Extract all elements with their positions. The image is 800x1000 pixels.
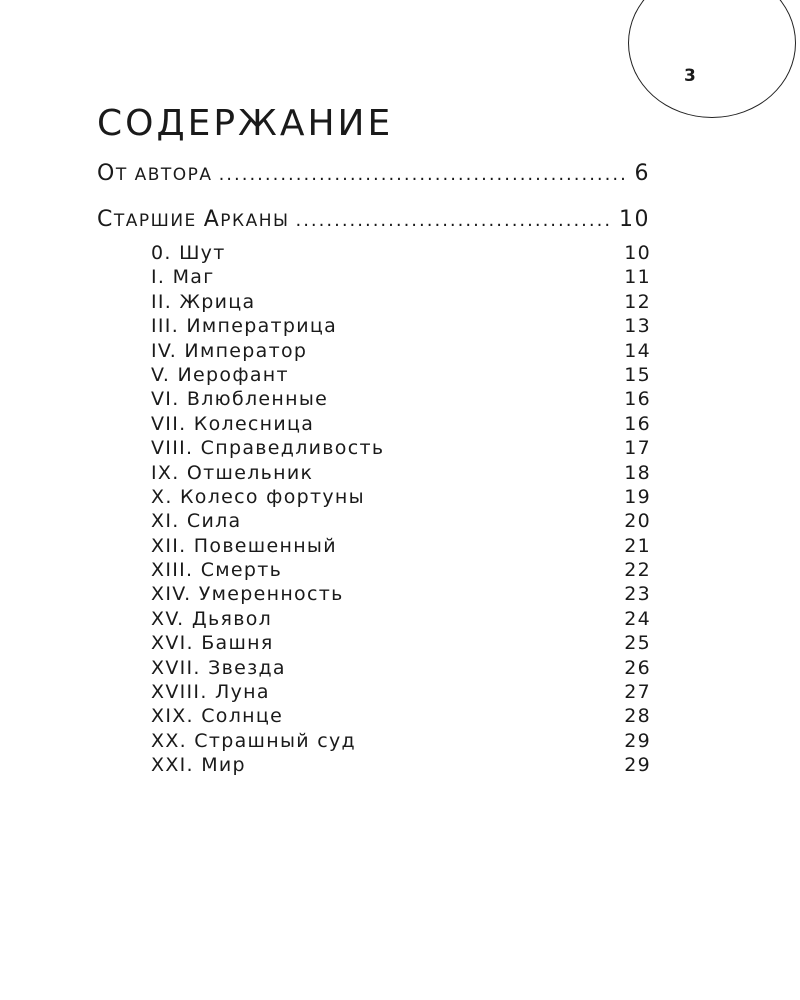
toc-entry[interactable] (151, 558, 651, 582)
entry-page: 29 (624, 729, 651, 752)
page-number: 3 (684, 66, 697, 86)
entry-label: 0. Шут (151, 242, 226, 264)
entry-page: 26 (624, 656, 651, 679)
toc-entry[interactable] (151, 656, 651, 680)
toc-entry[interactable] (151, 387, 651, 411)
entry-label: XVI. Башня (151, 632, 274, 655)
entry-label: XIX. Солнце (151, 705, 284, 728)
entry-label: XIV. Умеренность (151, 583, 344, 606)
entry-label: XIII. Смерть (151, 559, 283, 582)
entry-page: 16 (624, 412, 651, 435)
toc-entry[interactable] (151, 265, 651, 289)
entry-page: 15 (624, 363, 651, 386)
section-label-author-initial: О (97, 161, 116, 186)
entry-label: VII. Колесница (151, 412, 315, 435)
entry-page: 10 (624, 242, 651, 264)
toc-entry[interactable] (151, 461, 651, 485)
entry-label: V. Иерофант (151, 363, 289, 386)
page-number-circle (628, 0, 796, 118)
entry-page: 28 (624, 705, 651, 728)
entry-label: XX. Страшный суд (151, 729, 356, 752)
toc-entry[interactable] (151, 485, 651, 509)
toc-entry[interactable] (151, 753, 651, 777)
toc-entry[interactable] (151, 363, 651, 387)
entry-label: VI. Влюбленные (151, 388, 329, 411)
entry-label: XVIII. Луна (151, 681, 270, 704)
entry-page: 25 (624, 632, 651, 655)
dot-leader (219, 161, 629, 189)
entry-page: 29 (624, 754, 651, 777)
entry-label: IX. Отшельник (151, 461, 314, 484)
section-label-arcana-rest-2: РКАНЫ (220, 211, 290, 231)
entry-label: I. Маг (151, 266, 215, 289)
entry-page: 20 (624, 510, 651, 533)
toc-entry-list (151, 241, 651, 778)
toc-entry[interactable] (151, 607, 651, 631)
section-page-author: 6 (634, 161, 650, 186)
toc-entry[interactable] (151, 290, 651, 314)
entry-label: IV. Император (151, 339, 308, 362)
section-label-major-arcana (97, 206, 289, 235)
entry-label: VIII. Справедливость (151, 437, 385, 460)
page-title: СОДЕРЖАНИЕ (97, 103, 394, 144)
toc-entry[interactable] (151, 412, 651, 436)
entry-label: XII. Повешенный (151, 534, 337, 557)
toc-entry[interactable] (151, 339, 651, 363)
entry-label: II. Жрица (151, 290, 256, 313)
toc-entry[interactable] (151, 314, 651, 338)
entry-page: 21 (624, 534, 651, 557)
toc-entry[interactable] (151, 534, 651, 558)
entry-label: X. Колесо фортуны (151, 485, 365, 508)
section-label-arcana-initial-2: А (203, 207, 221, 232)
entry-label: XVII. Звезда (151, 656, 286, 679)
section-label-arcana-rest-1: ТАРШИЕ (113, 211, 204, 231)
section-label-author (97, 160, 213, 189)
toc-section-author[interactable] (97, 160, 650, 189)
toc-entry[interactable] (151, 241, 651, 265)
toc-entry[interactable] (151, 631, 651, 655)
section-label-arcana-initial-1: С (97, 207, 114, 232)
entry-label: XV. Дьявол (151, 607, 273, 630)
entry-page: 16 (624, 388, 651, 411)
toc-entry[interactable] (151, 436, 651, 460)
entry-page: 22 (624, 559, 651, 582)
toc-section-major-arcana[interactable] (97, 206, 650, 235)
entry-label: XI. Сила (151, 510, 242, 533)
dot-leader (295, 207, 613, 235)
entry-page: 24 (624, 607, 651, 630)
toc-entry[interactable] (151, 729, 651, 753)
entry-label: XXI. Мир (151, 754, 246, 777)
toc-entry[interactable] (151, 509, 651, 533)
toc-entry[interactable] (151, 582, 651, 606)
entry-page: 14 (624, 339, 651, 362)
section-label-author-rest: Т АВТОРА (115, 165, 213, 185)
toc-entry[interactable] (151, 704, 651, 728)
entry-label: III. Императрица (151, 315, 338, 338)
toc-entry[interactable] (151, 680, 651, 704)
entry-page: 23 (624, 583, 651, 606)
entry-page: 19 (624, 485, 651, 508)
entry-page: 11 (624, 266, 651, 289)
entry-page: 17 (624, 437, 651, 460)
entry-page: 27 (624, 681, 651, 704)
section-page-major-arcana: 10 (619, 207, 650, 232)
entry-page: 13 (624, 315, 651, 338)
entry-page: 18 (624, 461, 651, 484)
entry-page: 12 (624, 290, 651, 313)
